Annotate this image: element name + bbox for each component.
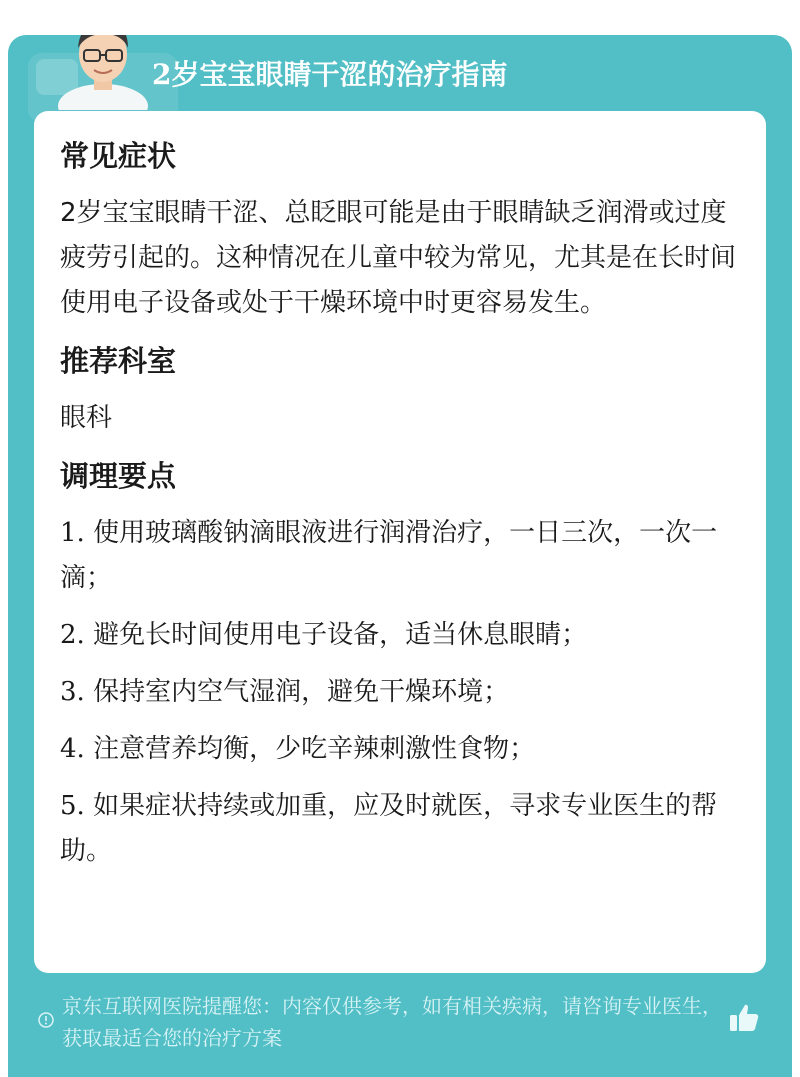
info-icon — [38, 1012, 54, 1028]
page-title: 2岁宝宝眼睛干涩的治疗指南 — [152, 58, 508, 91]
care-point-number: 4. — [60, 734, 85, 764]
care-point-number: 3. — [60, 677, 85, 707]
section-heading-symptoms: 常见症状 — [60, 139, 177, 173]
care-point-number: 2. — [60, 620, 85, 650]
footer-notice — [34, 990, 764, 1060]
care-point-item — [60, 511, 740, 601]
care-point-text: 保持室内空气湿润，避免干燥环境； — [93, 677, 510, 707]
department-text: 眼科 — [60, 403, 113, 433]
content-panel — [34, 111, 766, 973]
section-heading-care-points: 调理要点 — [60, 459, 177, 493]
care-point-number: 1. — [60, 518, 85, 548]
care-point-item — [60, 727, 740, 772]
care-point-item — [60, 613, 740, 658]
care-point-text: 如果症状持续或加重，应及时就医，寻求专业医生的帮助。 — [60, 791, 718, 866]
care-point-item — [60, 670, 740, 715]
care-point-text: 避免长时间使用电子设备，适当休息眼睛； — [93, 620, 588, 650]
care-point-item — [60, 784, 740, 874]
guide-card — [8, 35, 792, 1077]
care-point-text: 使用玻璃酸钠滴眼液进行润滑治疗，一日三次，一次一滴； — [60, 518, 718, 593]
care-point-text: 注意营养均衡，少吃辛辣刺激性食物； — [93, 734, 536, 764]
footer-notice-text: 京东互联网医院提醒您：内容仅供参考，如有相关疾病，请咨询专业医生，获取最适合您的治疗方案 — [62, 994, 722, 1050]
care-point-number: 5. — [60, 791, 85, 821]
doctor-avatar — [48, 35, 158, 110]
thumbs-up-icon[interactable] — [726, 1000, 762, 1036]
symptoms-text: 2岁宝宝眼睛干涩、总眨眼可能是由于眼睛缺乏润滑或过度疲劳引起的。这种情况在儿童中较为常见，尤其是在长时间使用电子设备或处于干燥环境中时更容易发生。 — [60, 198, 737, 318]
section-heading-department: 推荐科室 — [60, 344, 177, 378]
